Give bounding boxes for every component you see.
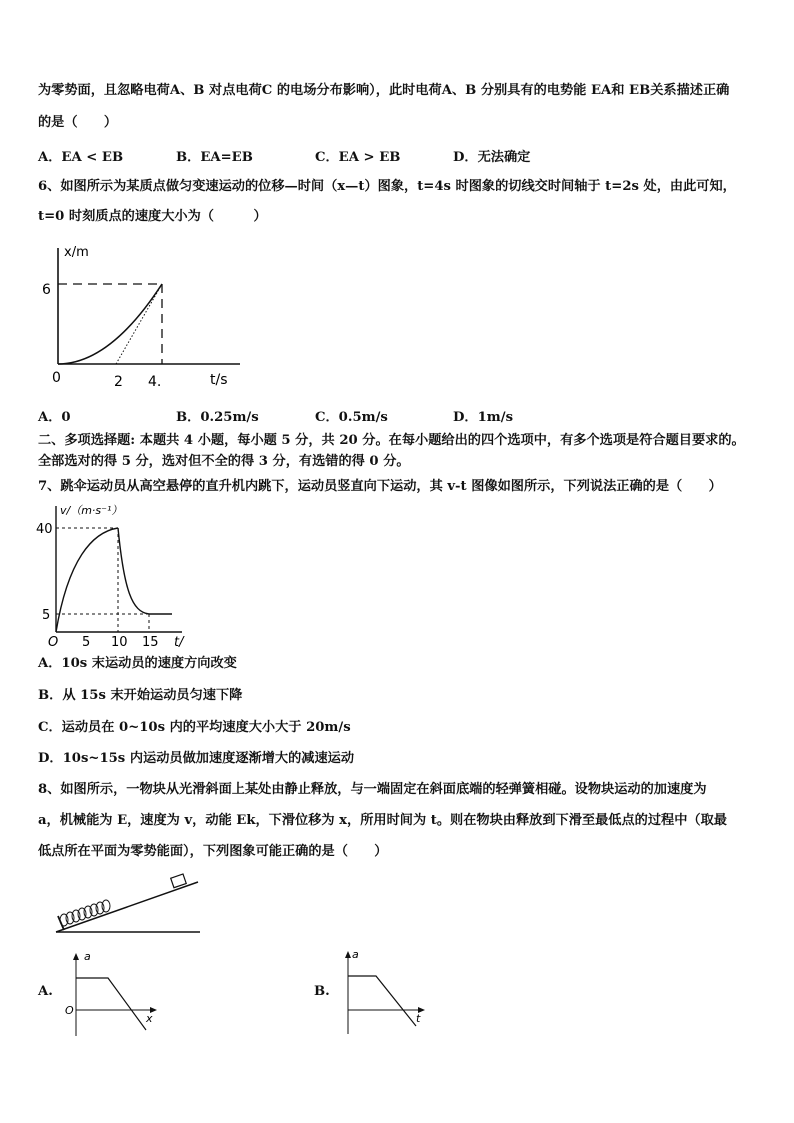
q6-option-d: D．1m/s bbox=[453, 410, 513, 425]
q8b-x-label: t bbox=[416, 1012, 421, 1025]
q7-x-tick-10: 10 bbox=[111, 635, 128, 650]
section2-intro-line2: 全部选对的得 5 分，选对但不全的得 3 分，有选错的得 0 分。 bbox=[38, 454, 410, 469]
q7-y-label: v/（m·s⁻¹） bbox=[60, 504, 123, 517]
q8b-y-label: a bbox=[352, 948, 359, 961]
q8a-y-label: a bbox=[84, 950, 91, 963]
q7-option-a: A．10s 末运动员的速度方向改变 bbox=[38, 656, 237, 671]
q6-x-tick-2: 2 bbox=[114, 374, 123, 390]
q7-vt-graph bbox=[32, 500, 202, 650]
q6-stem-line2: t=0 时刻质点的速度大小为（ ） bbox=[38, 209, 267, 224]
q8b-y-arrow-icon bbox=[345, 951, 351, 958]
q6-origin: 0 bbox=[52, 370, 61, 386]
q7-x-tick-15: 15 bbox=[142, 635, 159, 650]
q6-xt-graph bbox=[30, 240, 250, 395]
q7-y-tick-5: 5 bbox=[42, 608, 51, 623]
q7-option-d: D．10s~15s 内运动员做加速度逐渐增大的减速运动 bbox=[38, 751, 355, 766]
q8b-curve bbox=[348, 976, 416, 1026]
q5-option-c: C．EA > EB bbox=[315, 150, 401, 165]
q7-option-c: C．运动员在 0~10s 内的平均速度大小大于 20m/s bbox=[38, 720, 351, 735]
q6-y-tick-6: 6 bbox=[42, 282, 51, 298]
q8-option-a-label: A. bbox=[38, 984, 53, 999]
q6-option-a: A．0 bbox=[38, 410, 71, 425]
q8-stem-line2: a，机械能为 E，速度为 v，动能 Ek，下滑位移为 x，所用时间为 t。则在物块由释放到下滑至最低点的过程中（取最 bbox=[38, 813, 727, 828]
q8-incline bbox=[56, 882, 198, 932]
q5-option-b: B．EA=EB bbox=[176, 150, 253, 165]
q5-option-d: D．无法确定 bbox=[453, 150, 531, 165]
q8-block bbox=[171, 874, 187, 888]
q5-stem-line1: 为零势面，且忽略电荷A、B 对点电荷C 的电场分布影响），此时电荷A、B 分别具有的电势能 EA和 EB关系描述正确 bbox=[38, 83, 730, 98]
section2-intro-line1: 二、多项选择题: 本题共 4 小题，每小题 5 分，共 20 分。在每小题给出的四个选项中，有多个选项是符合题目要求的。 bbox=[38, 433, 745, 448]
q7-falling-curve bbox=[118, 528, 172, 614]
q8a-y-arrow-icon bbox=[73, 953, 79, 960]
q5-option-a: A．EA < EB bbox=[38, 150, 124, 165]
q7-origin: O bbox=[48, 635, 59, 650]
q6-y-label: x/m bbox=[64, 245, 89, 260]
q8a-curve bbox=[76, 978, 146, 1030]
q8a-x-label: x bbox=[146, 1012, 153, 1025]
q8-option-b-label: B. bbox=[314, 984, 330, 999]
q6-option-b: B．0.25m/s bbox=[176, 410, 259, 425]
q7-rising-curve bbox=[56, 528, 118, 632]
q6-option-c: C．0.5m/s bbox=[315, 410, 388, 425]
q8-option-b-graph bbox=[336, 944, 436, 1040]
q8a-origin: O bbox=[65, 1004, 74, 1017]
q7-x-label: t/ bbox=[174, 635, 184, 650]
q7-stem: 7、跳伞运动员从高空悬停的直升机内跳下，运动员竖直向下运动，其 v-t 图像如图所示，下列说法正确的是（ ） bbox=[38, 479, 722, 494]
q6-x-tick-4: 4. bbox=[148, 374, 162, 390]
q7-x-tick-5: 5 bbox=[82, 635, 91, 650]
q6-tangent-line bbox=[116, 284, 162, 364]
q6-stem-line1: 6、如图所示为某质点做匀变速运动的位移—时间（x—t）图象，t=4s 时图象的切线交时间轴于 t=2s 处，由此可知， bbox=[38, 179, 736, 194]
q6-xt-curve bbox=[58, 284, 162, 364]
q7-option-b: B．从 15s 末开始运动员匀速下降 bbox=[38, 688, 243, 703]
q8-stem-line1: 8、如图所示，一物块从光滑斜面上某处由静止释放，与一端固定在斜面底端的轻弹簧相碰。设物块运动的加速度为 bbox=[38, 782, 707, 797]
q5-stem-line2: 的是（ ） bbox=[38, 115, 118, 130]
q8-incline-spring-figure bbox=[50, 870, 210, 940]
q7-y-tick-40: 40 bbox=[36, 522, 53, 537]
q8-stem-line3: 低点所在平面为零势能面），下列图象可能正确的是（ ） bbox=[38, 844, 388, 859]
q6-x-label: t/s bbox=[210, 372, 228, 388]
q8-option-a-graph bbox=[62, 948, 162, 1040]
